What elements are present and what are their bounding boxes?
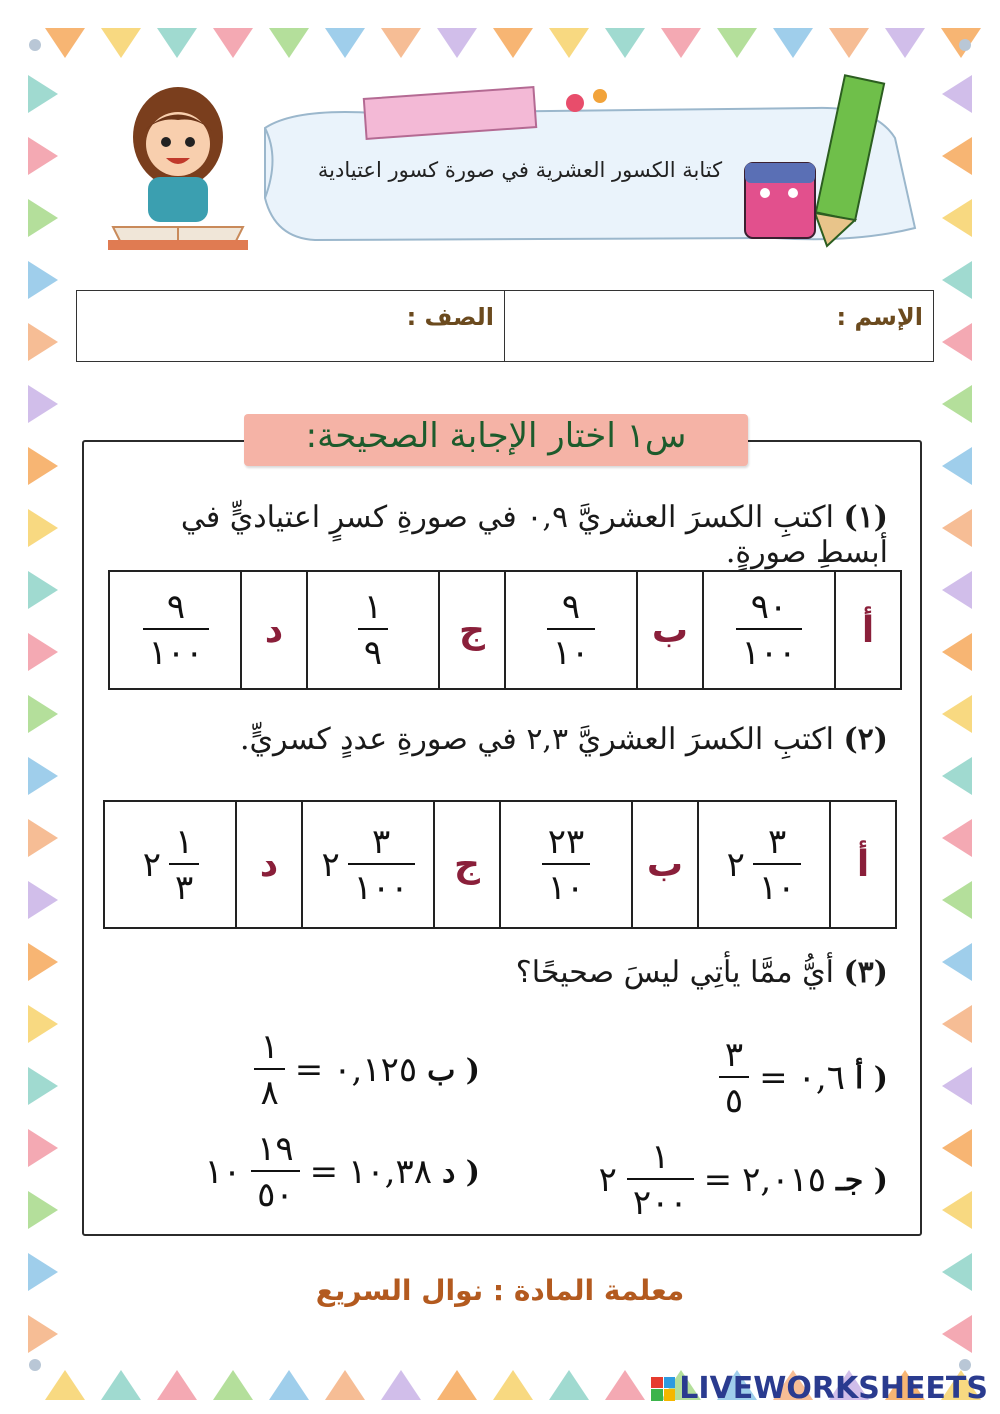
q3-option-b[interactable] [254,1027,480,1113]
decorative-triangle-icon [101,28,141,58]
name-label: الإسم : [836,303,923,331]
q1-option-c-letter [438,572,504,688]
teacher-name: معلمة المادة : نوال السريع [315,1274,685,1307]
decorative-triangle-icon [885,28,925,58]
class-cell[interactable] [77,291,504,361]
decorative-triangle-icon [942,447,972,485]
option-letter: د [259,844,279,885]
decorative-triangle-icon [942,1067,972,1105]
decorative-triangle-icon [942,757,972,795]
q1-option-c[interactable] [306,572,438,688]
decimal-value: ٠,١٢٥ [333,1050,418,1090]
decorative-triangle-icon [28,819,58,857]
decorative-triangle-icon [28,1129,58,1167]
decorative-triangle-icon [942,819,972,857]
decorative-triangle-icon [942,75,972,113]
numerator: ٩ [561,587,581,627]
decorative-triangle-icon [493,28,533,58]
decorative-triangle-icon [325,28,365,58]
denominator: ١٠ [547,628,596,670]
denominator: ٢٠٠ [627,1178,694,1220]
q3-text [108,955,888,990]
decorative-triangle-icon [28,943,58,981]
decorative-triangle-icon [213,28,253,58]
decorative-triangle-icon [28,509,58,547]
corner-dot-icon [29,1359,41,1371]
decorative-triangle-icon [437,28,477,58]
corner-dot-icon [959,39,971,51]
q2-option-d[interactable] [107,802,235,927]
decorative-triangle-icon [28,1005,58,1043]
numerator: ٣ [372,821,391,862]
decorative-triangle-icon [381,28,421,58]
q1-number: (١) [843,500,888,535]
decorative-triangle-icon [28,447,58,485]
decorative-triangle-icon [45,28,85,58]
decorative-triangle-icon [942,571,972,609]
decorative-triangle-icon [942,1005,972,1043]
girl-writing-illustration-icon [108,82,248,252]
whole-number: ٢ [321,844,340,885]
equals-sign: = [294,1050,324,1090]
decorative-triangle-icon [28,633,58,671]
decorative-triangle-icon [28,881,58,919]
decorative-triangle-icon [661,28,701,58]
whole-number: ٢ [726,844,745,885]
equals-sign: = [309,1152,339,1192]
numerator: ١٩ [257,1129,294,1169]
decorative-triangle-icon [942,1315,972,1353]
decorative-triangle-icon [942,1253,972,1291]
decorative-triangle-icon [829,28,869,58]
q2-number: (٢) [843,722,888,757]
whole-number: ٢ [598,1160,617,1200]
decimal-value: ٢,٠١٥ [742,1160,827,1200]
option-letter: ج [454,844,480,885]
q1-prompt: اكتبِ الكسرَ العشريَّ ٠,٩ في صورةِ كسرٍ اعتياديٍّ في أبسطِ صورةٍ. [180,500,888,570]
decorative-triangle-icon [942,881,972,919]
q1-option-d[interactable] [112,572,240,688]
decorative-triangle-icon [381,1370,421,1400]
equals-sign: = [759,1058,788,1098]
q2-option-d-letter [235,802,301,927]
decorative-triangle-icon [28,695,58,733]
decorative-triangle-icon [549,1370,589,1400]
q2-option-a-letter [829,802,895,927]
option-letter: ب ) [427,1052,480,1088]
decorative-triangle-icon [942,137,972,175]
numerator: ١ [363,587,383,627]
decorative-triangle-icon [28,75,58,113]
section-title: س١ اختار الإجابة الصحيحة: [305,416,687,456]
decorative-triangle-icon [942,261,972,299]
denominator: ١٠٠ [348,863,415,905]
watermark-text: LIVEWORKSHEETS [679,1371,988,1406]
worksheet-title: كتابة الكسور العشرية في صورة كسور اعتيادية [317,158,723,182]
q2-prompt: اكتبِ الكسرَ العشريَّ ٢,٣ في صورةِ عددٍ كسريٍّ. [240,722,834,757]
decorative-triangle-icon [942,509,972,547]
q2-text [108,722,888,757]
liveworksheets-logo-icon [651,1377,675,1401]
q2-answer-table [103,800,897,929]
option-letter: ج [459,609,485,651]
numerator: ٩٠ [750,587,788,627]
q1-option-b-letter [636,572,702,688]
q1-text [108,500,888,570]
q1-option-b[interactable] [504,572,636,688]
denominator: ١٠ [542,863,591,905]
decorative-triangle-icon [28,385,58,423]
option-letter: أ [861,609,875,651]
name-cell[interactable] [504,291,933,361]
decorative-triangle-icon [942,633,972,671]
liveworksheets-watermark[interactable] [651,1371,988,1406]
option-letter: جـ ) [836,1162,888,1198]
q2-option-b[interactable] [499,802,631,927]
decorative-triangle-icon [773,28,813,58]
q3-option-a[interactable] [719,1035,888,1121]
decorative-triangle-icon [28,261,58,299]
decorative-triangle-icon [28,1315,58,1353]
denominator: ٣ [169,863,199,905]
eraser-character-icon [745,163,815,238]
decorative-triangle-icon [605,1370,645,1400]
option-letter: ب [651,609,689,651]
option-letter: ب [646,844,684,885]
option-letter: د [264,609,284,651]
decimal-value: ١٠,٣٨ [348,1152,432,1192]
q3-option-c[interactable] [598,1137,888,1223]
q1-option-a-letter [834,572,900,688]
numerator: ٩ [166,587,186,627]
decorative-triangle-icon [717,28,757,58]
q3-prompt: أيُّ ممَّا يأتِي ليسَ صحيحًا؟ [515,955,834,990]
corner-dot-icon [959,1359,971,1371]
numerator: ١ [651,1137,670,1177]
denominator: ١٠ [753,863,802,905]
numerator: ٢٣ [547,821,585,862]
q2-option-c-letter [433,802,499,927]
decorative-triangle-icon [942,1129,972,1167]
decorative-triangle-icon [493,1370,533,1400]
denominator: ١٠٠ [736,628,803,670]
decorative-triangle-icon [942,323,972,361]
decorative-triangle-icon [157,28,197,58]
decorative-triangle-icon [28,1191,58,1229]
decorative-triangle-icon [28,137,58,175]
decorative-triangle-icon [269,28,309,58]
decorative-triangle-icon [28,199,58,237]
decorative-triangle-icon [942,695,972,733]
decorative-triangle-icon [101,1370,141,1400]
option-letter: أ [856,844,870,885]
decorative-triangle-icon [942,1191,972,1229]
decorative-triangle-icon [157,1370,197,1400]
student-info-table [76,290,934,362]
decorative-triangle-icon [213,1370,253,1400]
denominator: ٩ [358,628,388,670]
decorative-triangle-icon [942,385,972,423]
corner-dot-icon [29,39,41,51]
numerator: ١ [175,821,194,862]
decorative-triangle-icon [28,323,58,361]
equals-sign: = [703,1160,733,1200]
denominator: ٥٠ [251,1170,300,1212]
decorative-triangle-icon [28,757,58,795]
decorative-triangle-icon [325,1370,365,1400]
decorative-triangle-icon [45,1370,85,1400]
numerator: ٣ [767,821,787,862]
denominator: ٨ [254,1068,284,1110]
class-label: الصف : [406,303,494,331]
q2-option-a[interactable] [697,802,829,927]
decorative-triangle-icon [605,28,645,58]
decorative-triangle-icon [28,1253,58,1291]
decorative-triangle-icon [437,1370,477,1400]
numerator: ٣ [724,1035,744,1075]
whole-number: ٢ [142,844,161,885]
q1-option-d-letter [240,572,306,688]
denominator: ١٠٠ [143,628,210,670]
option-letter: أ ) [855,1060,888,1096]
q2-option-c[interactable] [301,802,433,927]
q3-option-d[interactable] [204,1129,480,1215]
q2-option-b-letter [631,802,697,927]
decorative-triangle-icon [942,199,972,237]
denominator: ٥ [719,1076,749,1118]
option-letter: د ) [442,1154,480,1190]
decorative-triangle-icon [942,943,972,981]
decorative-triangle-icon [549,28,589,58]
numerator: ١ [260,1027,279,1067]
q3-number: (٣) [843,955,888,990]
q1-answer-table [108,570,902,690]
decorative-triangle-icon [269,1370,309,1400]
decorative-triangle-icon [28,571,58,609]
decimal-value: ٠,٦ [797,1058,846,1098]
decorative-triangle-icon [28,1067,58,1105]
whole-number: ١٠ [204,1152,242,1192]
q1-option-a[interactable] [702,572,834,688]
